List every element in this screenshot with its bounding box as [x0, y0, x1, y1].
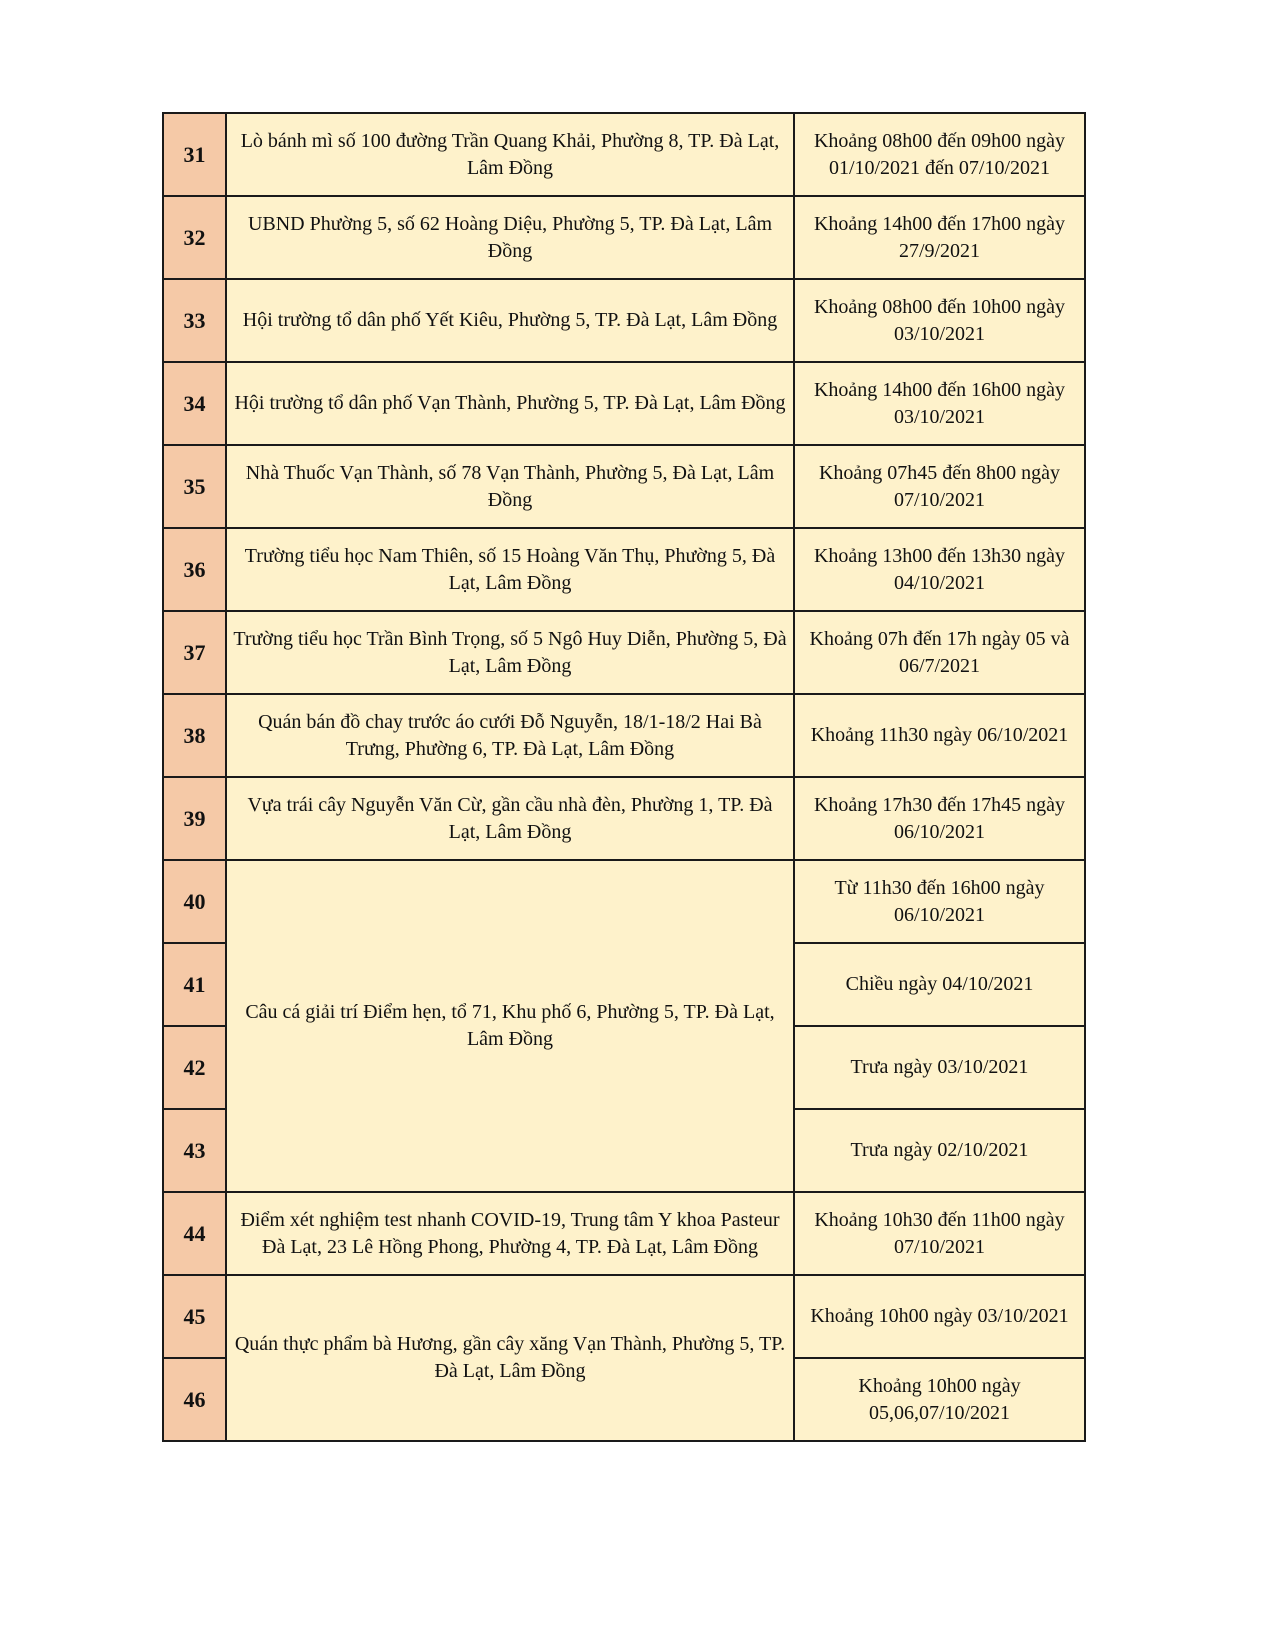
time-cell: Khoảng 08h00 đến 10h00 ngày 03/10/2021	[794, 279, 1085, 362]
location-cell: Trường tiểu học Nam Thiên, số 15 Hoàng Văn Thụ, Phường 5, Đà Lạt, Lâm Đồng	[226, 528, 794, 611]
table-row	[163, 777, 1085, 860]
table-row	[163, 860, 1085, 943]
location-cell: Vựa trái cây Nguyễn Văn Cừ, gần cầu nhà đèn, Phường 1, TP. Đà Lạt, Lâm Đồng	[226, 777, 794, 860]
table-row	[163, 362, 1085, 445]
location-cell: Điểm xét nghiệm test nhanh COVID-19, Trung tâm Y khoa Pasteur Đà Lạt, 23 Lê Hồng Phong, Phường 4, TP. Đà Lạt, Lâm Đồng	[226, 1192, 794, 1275]
table-row	[163, 279, 1085, 362]
location-cell: UBND Phường 5, số 62 Hoàng Diệu, Phường 5, TP. Đà Lạt, Lâm Đồng	[226, 196, 794, 279]
row-number: 45	[163, 1275, 226, 1358]
time-cell: Khoảng 10h00 ngày 03/10/2021	[794, 1275, 1085, 1358]
table-row	[163, 694, 1085, 777]
time-cell: Khoảng 07h đến 17h ngày 05 và 06/7/2021	[794, 611, 1085, 694]
row-number: 43	[163, 1109, 226, 1192]
table-row	[163, 113, 1085, 196]
time-cell: Từ 11h30 đến 16h00 ngày 06/10/2021	[794, 860, 1085, 943]
location-cell: Hội trường tổ dân phố Vạn Thành, Phường 5, TP. Đà Lạt, Lâm Đồng	[226, 362, 794, 445]
location-cell: Quán thực phẩm bà Hương, gần cây xăng Vạn Thành, Phường 5, TP. Đà Lạt, Lâm Đồng	[226, 1275, 794, 1441]
time-cell: Khoảng 10h30 đến 11h00 ngày 07/10/2021	[794, 1192, 1085, 1275]
row-number: 36	[163, 528, 226, 611]
time-cell: Khoảng 07h45 đến 8h00 ngày 07/10/2021	[794, 445, 1085, 528]
location-cell: Hội trường tổ dân phố Yết Kiêu, Phường 5, TP. Đà Lạt, Lâm Đồng	[226, 279, 794, 362]
row-number: 42	[163, 1026, 226, 1109]
time-cell: Trưa ngày 03/10/2021	[794, 1026, 1085, 1109]
location-cell: Nhà Thuốc Vạn Thành, số 78 Vạn Thành, Phường 5, Đà Lạt, Lâm Đồng	[226, 445, 794, 528]
location-cell: Câu cá giải trí Điểm hẹn, tổ 71, Khu phố 6, Phường 5, TP. Đà Lạt, Lâm Đồng	[226, 860, 794, 1192]
row-number: 31	[163, 113, 226, 196]
time-cell: Khoảng 14h00 đến 16h00 ngày 03/10/2021	[794, 362, 1085, 445]
row-number: 32	[163, 196, 226, 279]
time-cell: Khoảng 17h30 đến 17h45 ngày 06/10/2021	[794, 777, 1085, 860]
location-cell: Lò bánh mì số 100 đường Trần Quang Khải, Phường 8, TP. Đà Lạt, Lâm Đồng	[226, 113, 794, 196]
table-row	[163, 1275, 1085, 1358]
time-cell: Khoảng 11h30 ngày 06/10/2021	[794, 694, 1085, 777]
table-row	[163, 611, 1085, 694]
row-number: 38	[163, 694, 226, 777]
row-number: 34	[163, 362, 226, 445]
row-number: 39	[163, 777, 226, 860]
row-number: 40	[163, 860, 226, 943]
location-cell: Trường tiểu học Trần Bình Trọng, số 5 Ngô Huy Diễn, Phường 5, Đà Lạt, Lâm Đồng	[226, 611, 794, 694]
row-number: 41	[163, 943, 226, 1026]
time-cell: Khoảng 13h00 đến 13h30 ngày 04/10/2021	[794, 528, 1085, 611]
time-cell: Chiều ngày 04/10/2021	[794, 943, 1085, 1026]
table-row	[163, 445, 1085, 528]
row-number: 44	[163, 1192, 226, 1275]
row-number: 33	[163, 279, 226, 362]
table-row	[163, 1192, 1085, 1275]
time-cell: Khoảng 10h00 ngày 05,06,07/10/2021	[794, 1358, 1085, 1441]
row-number: 35	[163, 445, 226, 528]
location-cell: Quán bán đồ chay trước áo cưới Đỗ Nguyễn, 18/1-18/2 Hai Bà Trưng, Phường 6, TP. Đà Lạt, Lâm Đồng	[226, 694, 794, 777]
table-row	[163, 196, 1085, 279]
time-cell: Khoảng 08h00 đến 09h00 ngày 01/10/2021 đến 07/10/2021	[794, 113, 1085, 196]
locations-table	[162, 112, 1086, 1442]
row-number: 37	[163, 611, 226, 694]
time-cell: Khoảng 14h00 đến 17h00 ngày 27/9/2021	[794, 196, 1085, 279]
time-cell: Trưa ngày 02/10/2021	[794, 1109, 1085, 1192]
table-row	[163, 528, 1085, 611]
row-number: 46	[163, 1358, 226, 1441]
